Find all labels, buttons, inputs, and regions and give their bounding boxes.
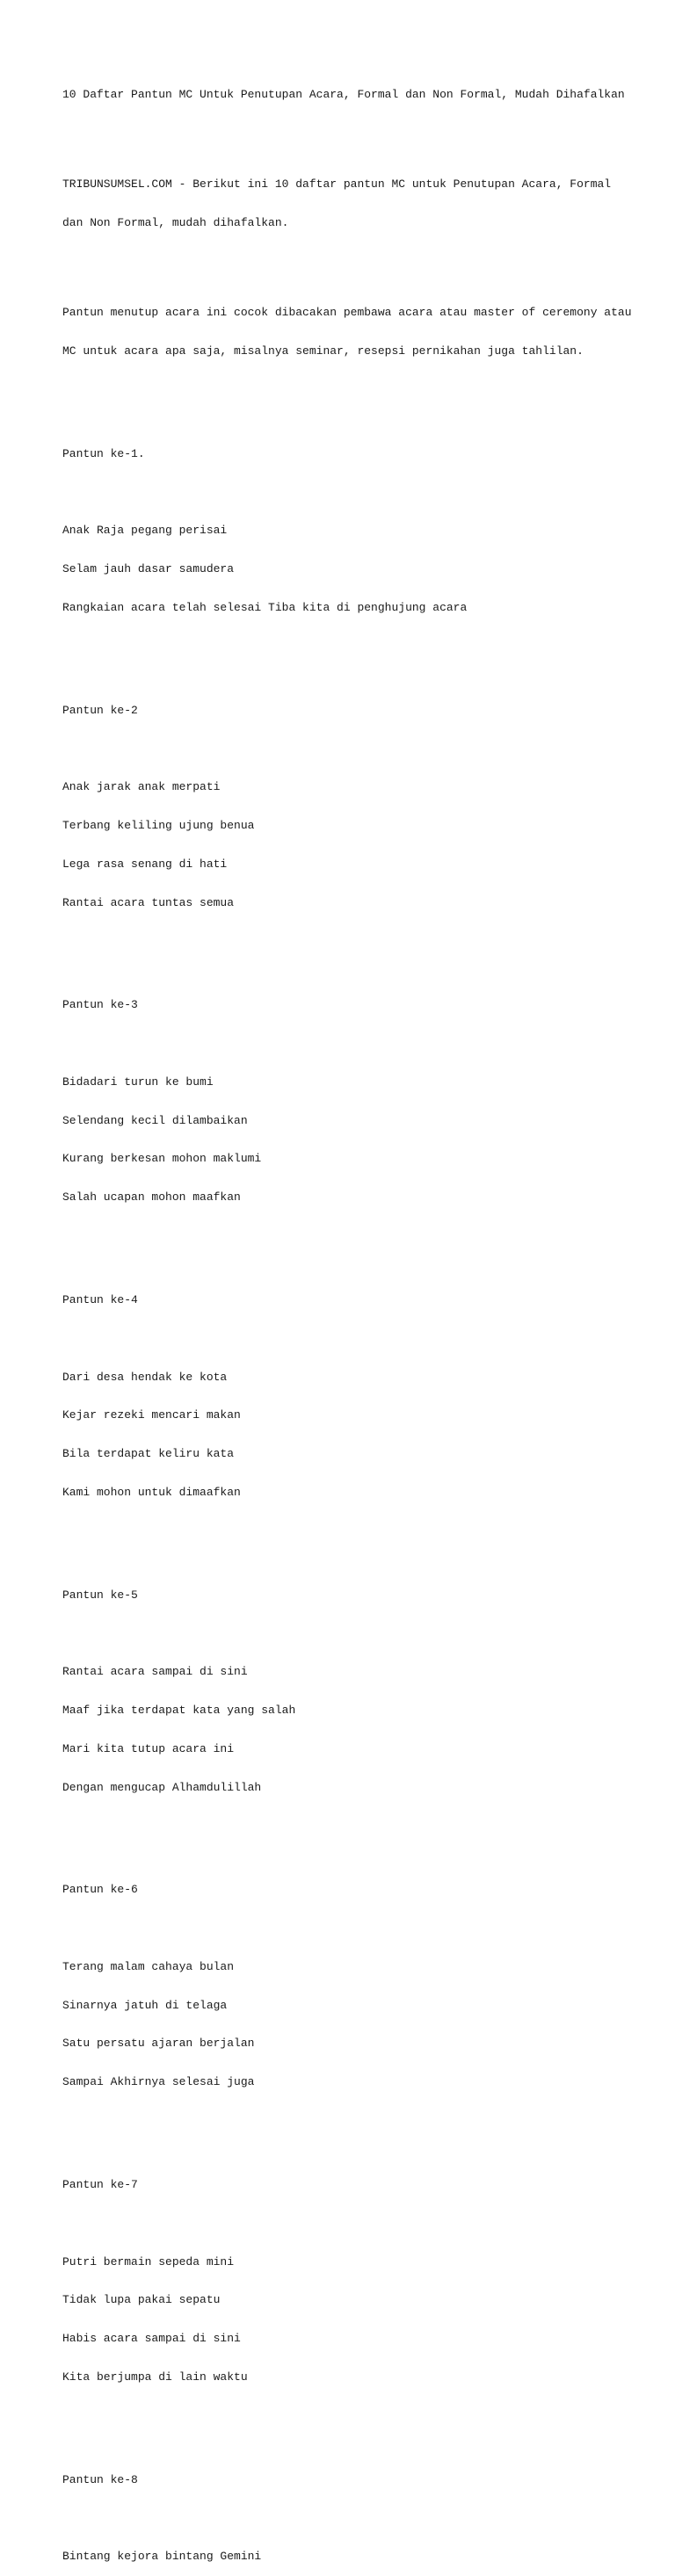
pantun-line: Kejar rezeki mencari makan [62,1408,241,1422]
pantun-heading: Pantun ke-4 [62,1293,138,1306]
spacer [62,742,651,756]
pantun-line: Rantai acara sampai di sini [62,1665,248,1679]
pantun-line: Kita berjumpa di lain waktu [62,2370,248,2384]
spacer [62,1525,651,1538]
pantun-line: Kurang berkesan mohon maklumi [62,1152,262,1166]
pantun-line: Satu persatu ajaran berjalan [62,2037,255,2051]
spacer [62,1230,651,1243]
spacer [62,1627,651,1640]
description-line: Pantun menutup acara ini cocok dibacakan pembawa acara atau master of ceremony atau [62,306,632,320]
pantun-line: Kami mohon untuk dimaafkan [62,1485,241,1499]
spacer [62,487,651,500]
pantun-line: Mari kita tutup acara ini [62,1741,235,1755]
pantun-line: Sinarnya jatuh di telaga [62,1998,228,2012]
pantun-line: Sampai Akhirnya selesai juga [62,2075,255,2089]
pantun-line: Rantai acara tuntas semua [62,895,235,909]
pantun-line: Bila terdapat keliru kata [62,1447,235,1461]
pantun-heading: Pantun ke-7 [62,2177,138,2191]
pantun-line: Lega rasa senang di hati [62,857,228,871]
description-line: MC untuk acara apa saja, misalnya seminar, resepsi pernikahan juga tahlilan. [62,344,584,358]
spacer [62,2410,651,2423]
spacer [62,2218,651,2231]
spacer [62,1922,651,1936]
pantun-heading: Pantun ke-6 [62,1883,138,1897]
pantun-heading: Pantun ke-1. [62,446,145,460]
pantun-line: Terbang keliling ujung benua [62,819,255,833]
pantun-line: Selam jauh dasar samudera [62,562,235,576]
document-page [62,63,651,2576]
pantun-line: Dari desa hendak ke kota [62,1370,228,1384]
pantun-line: Dengan mengucap Alhamdulillah [62,1780,262,1794]
pantun-heading: Pantun ke-8 [62,2472,138,2486]
spacer [62,127,651,141]
pantun-line: Selendang kecil dilambaikan [62,1113,248,1127]
pantun-heading: Pantun ke-5 [62,1588,138,1602]
pantun-line: Anak jarak anak merpati [62,780,221,794]
pantun-line: Habis acara sampai di sini [62,2332,241,2346]
spacer [62,1038,651,1051]
pantun-heading: Pantun ke-2 [62,703,138,717]
pantun-line: Maaf jika terdapat kata yang salah [62,1704,296,1717]
intro-line: TRIBUNSUMSEL.COM - Berikut ini 10 daftar pantun MC untuk Penutupan Acara, Formal [62,177,612,192]
intro-line: dan Non Formal, mudah dihafalkan. [62,216,289,230]
pantun-line: Anak Raja pegang perisai [62,524,228,538]
spacer [62,2512,651,2525]
spacer [62,2115,651,2128]
pantun-line: Rangkaian acara telah selesai Tiba kita di penghujung acara [62,600,468,614]
pantun-heading: Pantun ke-3 [62,998,138,1012]
pantun-line: Terang malam cahaya bulan [62,1959,235,1973]
spacer [62,640,651,654]
pantun-line: Bintang kejora bintang Gemini [62,2550,262,2564]
document-title: 10 Daftar Pantun MC Untuk Penutupan Acara, Formal dan Non Formal, Mudah Dihafalkan [62,88,625,102]
pantun-line: Putri bermain sepeda mini [62,2254,235,2268]
pantun-line: Salah ucapan mohon maafkan [62,1190,241,1205]
spacer [62,256,651,269]
pantun-line: Bidadari turun ke bumi [62,1075,214,1089]
pantun-line: Tidak lupa pakai sepatu [62,2293,221,2307]
spacer [62,384,651,397]
spacer [62,1820,651,1833]
spacer [62,935,651,948]
spacer [62,1333,651,1346]
